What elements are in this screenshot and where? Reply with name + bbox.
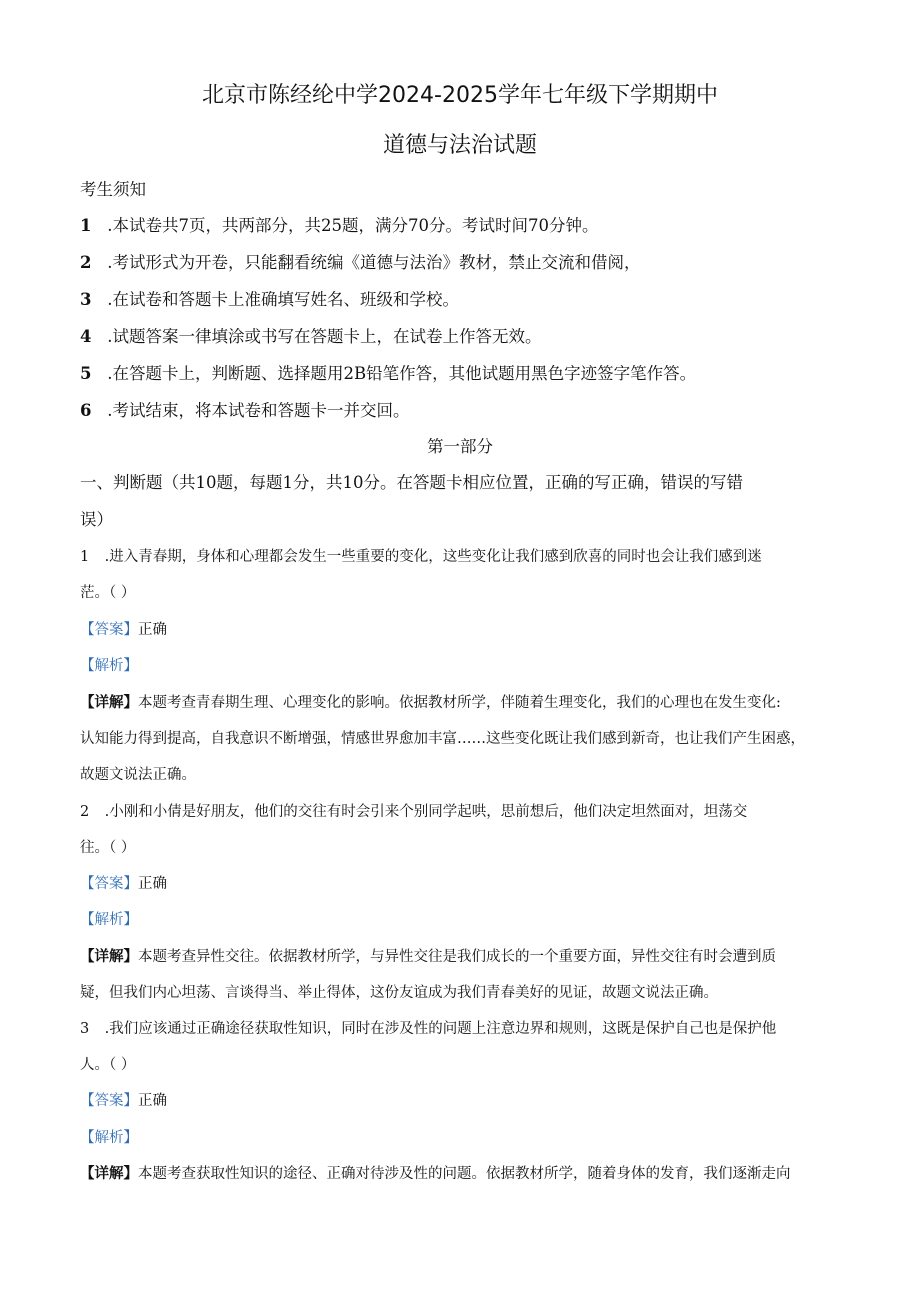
notice-item (80, 397, 410, 421)
question-1 (80, 545, 762, 566)
answer-value: 正确 (138, 876, 167, 892)
question-number: 3 (80, 1021, 90, 1037)
question-text: .小刚和小倩是好朋友，他们的交往有时会引来个别同学起哄，思前想后，他们决定坦然面对，坦荡交 (104, 804, 748, 820)
detail-line: 认知能力得到提高，自我意识不断增强，情感世界愈加丰富……这些变化既让我们感到新奇，也让我们产生困惑， (80, 731, 805, 747)
detail-text: 本题考查异性交往。依据教材所学，与异性交往是我们成长的一个重要方面，异性交往有时会遭到质 (138, 949, 776, 965)
part-heading: 第一部分 (427, 437, 493, 456)
answer-tag: 【答案】 (80, 622, 138, 638)
question-3 (80, 1017, 776, 1038)
question-text: .我们应该通过正确途径获取性知识，同时在涉及性的问题上注意边界和规则，这既是保护自己也是保护他 (104, 1021, 777, 1037)
detail-line (80, 691, 781, 712)
detail-tag: 【详解】 (80, 948, 138, 965)
detail-text: 本题考查获取性知识的途径、正确对待涉及性的问题。依据教材所学，随着身体的发育，我们逐渐走向 (138, 1166, 791, 1182)
notice-item (80, 212, 598, 236)
detail-text: 本题考查青春期生理、心理变化的影响。依据教材所学，伴随着生理变化，我们的心理也在发生变化: (138, 695, 781, 711)
notice-item-text: .考试形式为开卷，只能翻看统编《道德与法治》教材，禁止交流和借阅， (107, 253, 641, 272)
answer-tag: 【答案】 (80, 876, 138, 892)
question-2 (80, 800, 747, 821)
answer-line (80, 872, 167, 893)
question-1-continued: 茫。（ ） (80, 585, 136, 601)
answer-value: 正确 (138, 1093, 167, 1109)
answer-line (80, 1089, 167, 1110)
section-heading: 一、判断题（共10题，每题1分，共10分。在答题卡相应位置，正确的写正确，错误的写错 (80, 473, 743, 492)
notice-item-text: .考试结束，将本试卷和答题卡一并交回。 (107, 401, 410, 420)
analysis-tag: 【解析】 (80, 912, 138, 928)
notice-item-number: 5 (80, 364, 92, 383)
notice-item (80, 323, 542, 347)
answer-line (80, 618, 167, 639)
detail-line (80, 945, 776, 966)
notice-item-number: 6 (80, 401, 92, 420)
detail-tag: 【详解】 (80, 1165, 138, 1182)
detail-line: 疑，但我们内心坦荡、言谈得当、举止得体，这份友谊成为我们青春美好的见证，故题文说法正确。 (80, 985, 718, 1001)
analysis-tag: 【解析】 (80, 1130, 138, 1146)
notice-item (80, 286, 459, 310)
notice-item-text: .本试卷共7页，共两部分，共25题，满分70分。考试时间70分钟。 (107, 216, 599, 235)
section-heading-continued: 误） (80, 510, 113, 529)
notice-item-number: 3 (80, 290, 92, 309)
question-3-continued: 人。（ ） (80, 1057, 136, 1073)
detail-line: 故题文说法正确。 (80, 767, 196, 783)
answer-tag: 【答案】 (80, 1093, 138, 1109)
detail-line (80, 1162, 791, 1183)
detail-tag: 【详解】 (80, 694, 138, 711)
notice-item-text: .在试卷和答题卡上准确填写姓名、班级和学校。 (107, 290, 459, 309)
notice-item-number: 2 (80, 253, 92, 272)
document-subtitle: 道德与法治试题 (382, 133, 537, 158)
notice-item-text: .试题答案一律填涂或书写在答题卡上，在试卷上作答无效。 (107, 327, 542, 346)
notice-item-number: 1 (80, 216, 92, 235)
notice-item (80, 249, 641, 273)
notice-item-text: .在答题卡上，判断题、选择题用2B铅笔作答，其他试题用黑色字迹签字笔作答。 (107, 364, 697, 383)
notice-heading: 考生须知 (80, 180, 146, 199)
question-2-continued: 往。（ ） (80, 840, 136, 856)
document-title: 北京市陈经纶中学2024-2025学年七年级下学期期中 (202, 83, 718, 108)
question-number: 1 (80, 549, 90, 565)
question-text: .进入青春期，身体和心理都会发生一些重要的变化，这些变化让我们感到欣喜的同时也会让我们感到迷 (104, 549, 762, 565)
notice-item (80, 360, 696, 384)
notice-item-number: 4 (80, 327, 92, 346)
answer-value: 正确 (138, 622, 167, 638)
analysis-tag: 【解析】 (80, 658, 138, 674)
question-number: 2 (80, 804, 90, 820)
